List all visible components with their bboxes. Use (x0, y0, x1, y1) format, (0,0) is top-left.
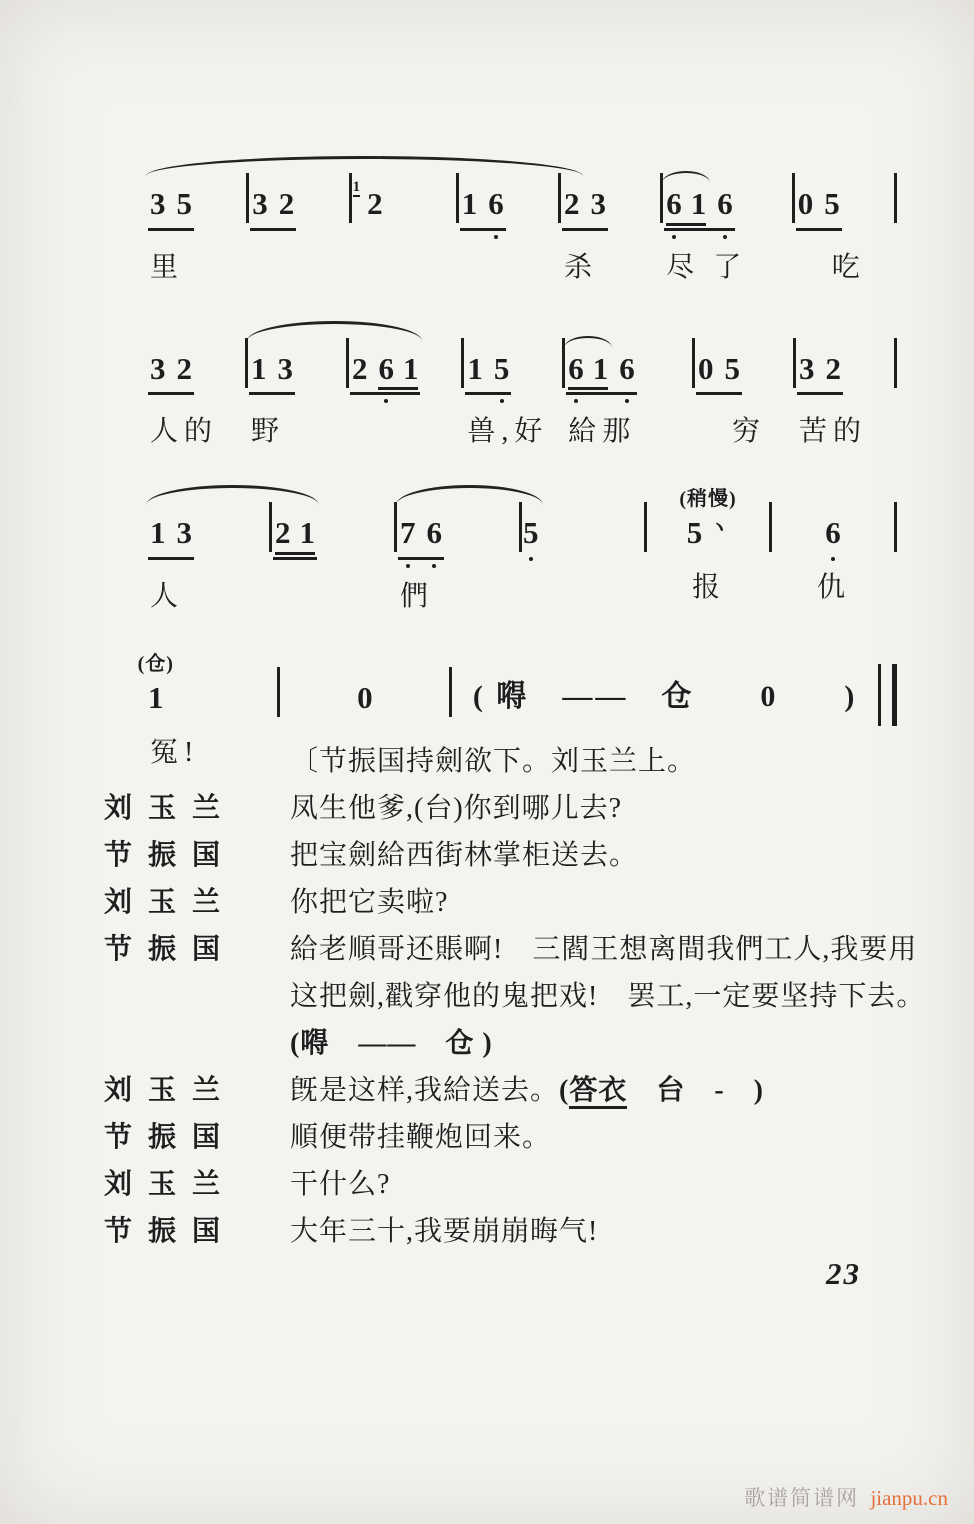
beam (796, 186, 842, 231)
speech (290, 1208, 916, 1255)
beam (562, 186, 608, 231)
note: 2 (367, 186, 383, 221)
measure (465, 351, 561, 450)
note: 5 (493, 350, 510, 386)
notes (796, 186, 842, 231)
notes (148, 351, 194, 396)
speech-segment: 干什么? (290, 1169, 391, 1200)
note: 3 (150, 186, 166, 221)
speech-line (290, 926, 916, 973)
beam-double (275, 515, 315, 555)
barline (461, 338, 464, 388)
stage-direction: 〔节振国持劍欲下。刘玉兰上。 (290, 746, 697, 777)
measure-row (148, 488, 898, 614)
note: 1 (467, 350, 483, 386)
speaker-name: 节振国 (104, 840, 237, 871)
barline (456, 173, 459, 223)
note: 3 (590, 186, 606, 221)
barline (644, 502, 647, 552)
note: 2 (278, 186, 295, 221)
notes-group (148, 515, 194, 560)
speech-line (290, 1067, 916, 1114)
measure-row (148, 351, 898, 450)
measure (250, 186, 347, 279)
measure (648, 488, 768, 605)
dialogue-row (104, 1114, 916, 1161)
lyric-text: 給那 (568, 416, 637, 448)
notes-group (796, 186, 842, 231)
notes-group (566, 351, 637, 396)
note: 2 (176, 350, 192, 386)
speech (290, 1114, 916, 1161)
measure (148, 351, 244, 450)
tie (564, 336, 612, 348)
music-line (148, 479, 898, 614)
speaker-name: 刘玉兰 (104, 1169, 237, 1200)
watermark-site-name: 歌谱简谱网 (744, 1486, 860, 1510)
lyric-text: 吃 (797, 251, 866, 283)
beam-double (378, 351, 418, 391)
barline (894, 338, 897, 388)
measure (148, 515, 268, 614)
speech-segment: ( (559, 1075, 570, 1106)
beam (460, 186, 506, 231)
notes (357, 680, 373, 716)
notes-group (825, 515, 841, 551)
barline (346, 338, 349, 388)
note: 5 (176, 186, 192, 221)
notes (148, 515, 194, 560)
speech-segment: 旣是这样,我給送去。 (290, 1075, 560, 1106)
notes-group (460, 186, 506, 231)
speech-line (290, 879, 916, 926)
measure-row (148, 179, 898, 285)
lyric-text: 兽,好 (467, 416, 549, 448)
note: 0 (357, 679, 373, 715)
dialogue-row (104, 832, 916, 879)
notes-group (679, 488, 737, 551)
beam (398, 515, 444, 560)
notes (696, 351, 742, 396)
measure (796, 186, 893, 285)
notes-group (249, 351, 295, 396)
note: 1 (150, 515, 166, 551)
slur (247, 321, 422, 341)
lyric-text (523, 565, 643, 599)
note: 1 (299, 515, 315, 551)
barline (449, 667, 452, 717)
speech-segment: 答衣 (569, 1075, 627, 1109)
speech-line (290, 1114, 916, 1161)
lyric-text: 們 (400, 580, 435, 612)
speech-line (290, 832, 916, 879)
notes (664, 186, 735, 231)
barline (793, 338, 796, 388)
grace-note: 1 (352, 179, 361, 195)
notes-group (696, 351, 742, 396)
lyric-text (250, 245, 347, 279)
barline (894, 502, 897, 552)
note: 5 (824, 186, 840, 221)
note: 2 (351, 350, 368, 386)
measure (566, 351, 691, 450)
speech (290, 1161, 916, 1208)
notes-group (473, 680, 857, 715)
dialogue-section (104, 738, 926, 1255)
barline (519, 502, 522, 552)
lyric-text: 尽 了 (666, 251, 748, 283)
music-line (148, 150, 898, 285)
note: 2 (825, 350, 842, 386)
notes (465, 351, 511, 396)
dialogue-row (104, 879, 916, 926)
speech-segment: (嘚 —— 仓 ) (290, 1028, 493, 1059)
note: 2 (275, 515, 291, 551)
speech-segment: 大年三十,我要崩崩晦气! (290, 1216, 599, 1247)
lyric-text (353, 236, 455, 270)
note: 6 (426, 515, 442, 551)
beam (696, 351, 742, 396)
slur (146, 156, 583, 176)
dialogue-row (104, 1067, 916, 1114)
notes (523, 515, 539, 551)
lyric-text: 报 (691, 571, 726, 603)
note: 3 (799, 350, 815, 386)
barline (349, 173, 352, 223)
beam (250, 186, 296, 231)
notes (250, 186, 296, 231)
note: 5 ヽ (686, 515, 730, 551)
lyric-text (460, 245, 557, 279)
measure (797, 351, 893, 450)
notes-group (797, 351, 843, 396)
speech-segment: 台 - ) (627, 1075, 765, 1106)
speech-segment: 把宝劍給西街林掌柜送去。 (290, 840, 639, 871)
notes-group (273, 515, 317, 560)
notes: ( 嘚 —— 仓 0 ) (472, 679, 858, 713)
note: 3 (150, 350, 166, 386)
measure (773, 515, 893, 605)
beam-double (568, 351, 608, 391)
notes (350, 351, 421, 396)
lyric-text: 人 (150, 580, 185, 612)
speech-line (290, 1208, 916, 1255)
speaker-name: 节振国 (104, 1122, 237, 1153)
barline (769, 502, 772, 552)
lyric-text (273, 574, 393, 608)
beam (249, 351, 295, 396)
note: 5 (724, 350, 741, 386)
notes-group (562, 186, 608, 231)
note: 1 (461, 186, 478, 221)
slur (146, 485, 319, 505)
barline (245, 338, 248, 388)
speech (290, 926, 926, 1067)
notes (687, 515, 730, 551)
notes (562, 186, 608, 231)
measure (664, 186, 790, 285)
speaker-name: 刘玉兰 (104, 887, 237, 918)
measure (350, 351, 460, 444)
note: 3 (176, 515, 192, 551)
measure (460, 186, 557, 279)
dialogue-row (104, 785, 916, 832)
speaker-name: 刘玉兰 (104, 1075, 237, 1106)
speech-segment: 你把它卖啦? (290, 887, 449, 918)
barline (558, 173, 561, 223)
lyric-text: 杀 (563, 251, 598, 283)
beam (566, 351, 637, 396)
beam (664, 186, 735, 231)
notes-group (664, 186, 735, 231)
watermark-site-url: jianpu.cn (870, 1486, 948, 1510)
speech-segment: 順便带挂鞭炮回来。 (290, 1122, 552, 1153)
barline (660, 173, 663, 223)
lyric-text: 人的 (150, 416, 219, 448)
notes (148, 680, 164, 716)
beam (465, 351, 511, 396)
page-number: 23 (826, 1256, 861, 1291)
beam (148, 186, 194, 231)
speech-line (290, 973, 926, 1020)
note: 0 (698, 350, 714, 386)
speech-segment: 这把劍,戳穿他的鬼把戏! 罢工,一定要坚持下去。 (290, 981, 926, 1012)
note: 6 (619, 350, 635, 386)
lyric-text (350, 409, 460, 443)
notes-group (398, 515, 444, 560)
note: 2 (563, 186, 580, 221)
notes (797, 351, 843, 396)
measure (352, 179, 455, 270)
measure (523, 515, 643, 599)
barline (792, 173, 795, 223)
dialogue-row (104, 1161, 916, 1208)
note: 6 (378, 350, 394, 386)
notes (273, 515, 317, 560)
speech-segment: 凤生他爹,(台)你到哪儿去? (290, 793, 623, 824)
speech-segment: 給老順哥还賬啊! 三閻王想离間我們工人,我要用 (290, 934, 918, 965)
notes (460, 186, 506, 231)
barline (277, 667, 280, 717)
watermark (744, 1482, 948, 1512)
dialogue-row (104, 1208, 916, 1255)
measure (398, 515, 518, 614)
measure (696, 351, 792, 450)
barline (878, 664, 897, 726)
beam-double (666, 186, 706, 226)
beam (148, 351, 194, 396)
speaker-name: 刘玉兰 (104, 793, 237, 824)
note: 6 (717, 186, 733, 221)
speech (290, 879, 916, 926)
tie (662, 171, 710, 183)
dialogue-lines (104, 785, 926, 1255)
measure (148, 186, 245, 285)
speech (290, 785, 916, 832)
notes (398, 515, 444, 560)
barline (246, 173, 249, 223)
speech-line (290, 785, 916, 832)
lyric-text: 冤! (150, 736, 200, 768)
notes-group (357, 680, 373, 716)
barline (692, 338, 695, 388)
note: 3 (252, 186, 268, 221)
note: 1 (690, 186, 707, 221)
note: 3 (277, 350, 293, 386)
notes-group (250, 186, 296, 231)
beam (273, 515, 317, 560)
speech (290, 1067, 916, 1114)
barline (562, 338, 565, 388)
notes (566, 351, 637, 396)
notes (249, 351, 295, 396)
notes (825, 515, 841, 551)
notes-group (352, 179, 383, 222)
speaker-name: 节振国 (104, 934, 237, 965)
fall-mark: ヽ (709, 517, 730, 540)
note: 6 (666, 186, 682, 221)
lyric-text: 里 (150, 251, 185, 283)
notes (352, 179, 383, 222)
speech (290, 832, 916, 879)
lyric-text: 穷 (698, 416, 767, 448)
note: 6 (825, 515, 841, 551)
note: 1 (402, 350, 419, 386)
measure (273, 515, 393, 608)
note: 5 (523, 515, 539, 551)
note: 6 (488, 186, 504, 221)
measure (249, 351, 345, 450)
lyric-text: 仇 (816, 571, 851, 603)
music-section (137, 150, 898, 800)
note: 7 (400, 515, 416, 551)
notes-group (523, 515, 539, 551)
notes-group (148, 186, 194, 231)
lyric-text: 野 (250, 416, 285, 448)
note: 1 (250, 350, 267, 386)
speaker-name: 节振国 (104, 1216, 237, 1247)
note: 6 (568, 350, 584, 386)
music-line (148, 315, 898, 450)
note: 1 (148, 679, 164, 715)
barline (394, 502, 397, 552)
tempo-annotation: (仓) (137, 652, 174, 675)
note: 0 (797, 186, 814, 221)
notes (148, 186, 194, 231)
beam (797, 351, 843, 396)
notes-group (350, 351, 421, 396)
measure (562, 186, 659, 285)
note: 1 (592, 350, 609, 386)
tempo-annotation: (稍慢) (679, 488, 737, 511)
speech-line (290, 1020, 916, 1067)
beam (148, 515, 194, 560)
speech-line (290, 1161, 916, 1208)
barline (894, 173, 897, 223)
notes-group (148, 351, 194, 396)
barline (269, 502, 272, 552)
notes-group (465, 351, 511, 396)
dialogue-row (104, 926, 926, 1067)
beam (350, 351, 421, 396)
lyric-text: 苦的 (799, 416, 868, 448)
notes-group (137, 652, 174, 716)
